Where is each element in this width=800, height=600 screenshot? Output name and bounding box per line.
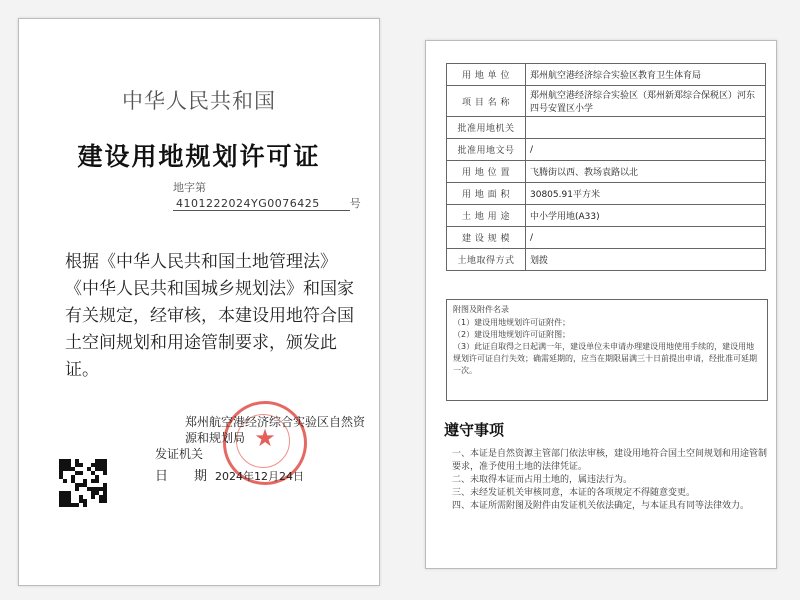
issuer-label: 发证机关: [155, 447, 204, 461]
row-value: 30805.91平方米: [526, 183, 766, 205]
table-row: [447, 205, 766, 227]
table-row: [447, 139, 766, 161]
row-label: 批准用地文号: [447, 139, 526, 161]
cert-prefix: 地字第: [173, 181, 206, 194]
issue-date: [155, 465, 304, 484]
compliance-notes: [436, 419, 771, 513]
row-label: 用 地 位 置: [447, 161, 526, 183]
certificate-detail-page: [425, 40, 777, 569]
note-item: 三、未经发证机关审核同意，本证的各项规定不得随意变更。: [452, 488, 696, 498]
row-value: 划拨: [526, 249, 766, 271]
row-value: 郑州航空港经济综合实验区教育卫生体育局: [526, 64, 766, 86]
table-row: [447, 117, 766, 139]
date-label: 日 期: [155, 469, 208, 484]
table-row: [447, 249, 766, 271]
cert-number-value: 4101222024YG0076425: [173, 197, 350, 211]
row-label: 用 地 单 位: [447, 64, 526, 86]
row-label: 批准用地机关: [447, 117, 526, 139]
official-seal-icon: ★: [223, 401, 307, 485]
attachments-box: [446, 299, 768, 401]
country-name: 中华人民共和国: [122, 89, 276, 113]
qr-code-icon: [59, 459, 107, 507]
note-item: 二、未取得本证而占用土地的，属违法行为。: [452, 475, 633, 485]
table-row: [447, 86, 766, 117]
note-item: 一、本证是自然资源主管部门依法审核，建设用地符合国土空间规划和用途管制要求，准予使用土地的法律凭证。: [452, 449, 768, 472]
table-row: [447, 183, 766, 205]
row-value: [526, 117, 766, 139]
note-item: 四、本证所需附图及附件由发证机关依法确定，与本证具有同等法律效力。: [452, 501, 750, 511]
date-value: 2024年12月24日: [215, 470, 305, 483]
row-label: 建 设 规 模: [447, 227, 526, 249]
table-row: [447, 161, 766, 183]
table-row: [447, 64, 766, 86]
attachment-item: （3）此证自取得之日起满一年，建设单位未申请办理建设用地使用手续的，建设用地规划许可证自行失效；确需延期的，应当在期限届满三十日前提出申请，经批准可延期一次。: [453, 342, 757, 375]
row-label: 用 地 面 积: [447, 183, 526, 205]
table-row: [447, 227, 766, 249]
row-value: 郑州航空港经济综合实验区（郑州新郑综合保税区）河东四号安置区小学: [526, 86, 766, 117]
certificate-front-page: [18, 18, 380, 586]
row-value: /: [526, 139, 766, 161]
attachments-heading: 附图及附件名录: [453, 305, 509, 314]
certificate-number: [173, 179, 379, 211]
row-label: 土地取得方式: [447, 249, 526, 271]
land-info-table: [446, 63, 766, 271]
certificate-body-text: 根据《中华人民共和国土地管理法》《中华人民共和国城乡规划法》和国家有关规定，经审核，本建设用地符合国土空间规划和用途管制要求，颁发此证。: [65, 252, 354, 380]
certificate-title: 建设用地规划许可证: [77, 142, 321, 171]
issuer-org: 郑州航空港经济综合实验区自然资源和规划局: [185, 415, 366, 445]
row-value: 中小学用地(A33): [526, 205, 766, 227]
attachment-item: （1）建设用地规划许可证附件；: [453, 318, 571, 327]
row-label: 土 地 用 途: [447, 205, 526, 227]
notes-heading: 遵守事项: [444, 421, 505, 439]
cert-suffix: 号: [349, 197, 361, 210]
row-label: 项 目 名 称: [447, 86, 526, 117]
attachment-item: （2）建设用地规划许可证附图；: [453, 330, 571, 339]
issuer-block: [155, 414, 375, 462]
row-value: 飞腾街以西、教场袁路以北: [526, 161, 766, 183]
row-value: /: [526, 227, 766, 249]
